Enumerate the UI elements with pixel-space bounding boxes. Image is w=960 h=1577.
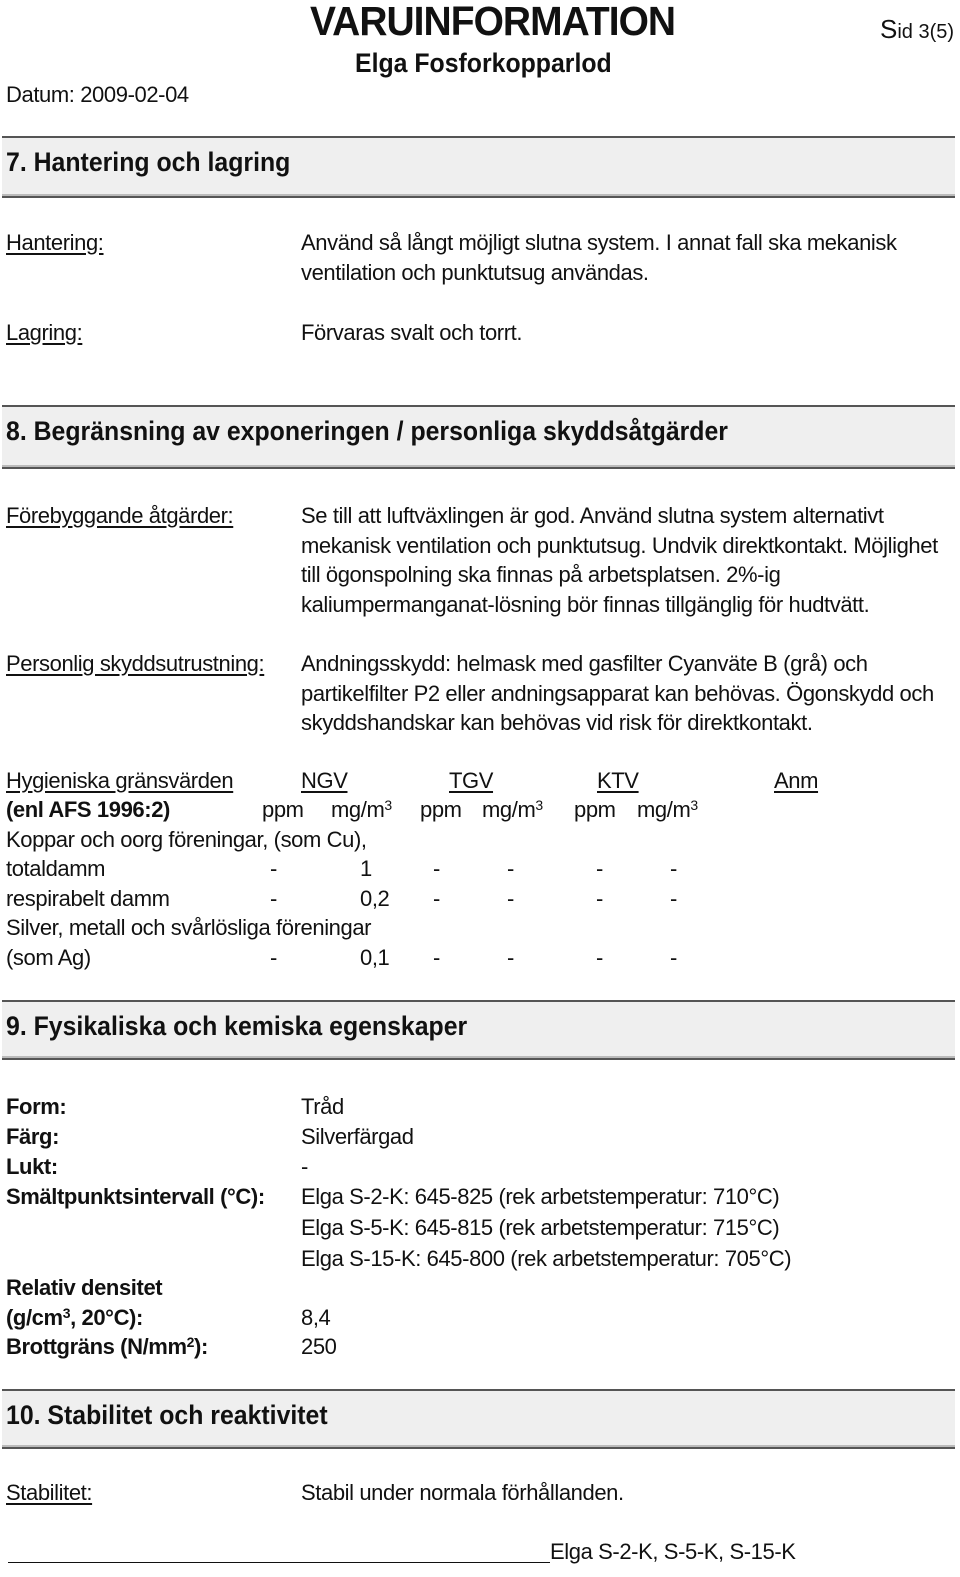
color-value: Silverfärgad xyxy=(301,1124,414,1149)
footer-products: Elga S-2-K, S-5-K, S-15-K xyxy=(550,1539,796,1564)
product-name: Elga Fosforkopparlod xyxy=(355,48,612,78)
density-temp-text: , 20°C): xyxy=(70,1305,143,1330)
cell: 1 xyxy=(360,856,372,881)
prevent-label: Förebyggande åtgärder: xyxy=(6,503,234,528)
unit-mg-ngv-text: mg/m xyxy=(331,797,385,822)
cell: - xyxy=(270,886,277,911)
col-tgv: TGV xyxy=(449,768,494,793)
melting-range-label: Smältpunktsintervall (°C): xyxy=(6,1184,265,1209)
stability-text: Stabil under normala förhållanden. xyxy=(301,1480,624,1505)
row-respirable-dust-label: respirabelt damm xyxy=(6,886,170,911)
cell: - xyxy=(670,886,677,911)
cell: - xyxy=(670,945,677,970)
unit-mg-tgv xyxy=(482,797,543,823)
section-10-header xyxy=(2,1389,955,1449)
stability-label: Stabilitet: xyxy=(6,1480,93,1505)
odor-label: Lukt: xyxy=(6,1154,58,1179)
color-label: Färg: xyxy=(6,1124,60,1149)
ppe-text: Andningsskydd: helmask med gasfilter Cyanväte B (grå) och partikelfilter P2 eller andningsapparat kan behövas. Ögonskydd och skyddshandskar kan behövas vid risk för direktkontakt. xyxy=(301,651,934,735)
unit-mg-ktv-exp: 3 xyxy=(690,797,698,813)
tensile-value: 250 xyxy=(301,1334,337,1359)
unit-ppm-ktv: ppm xyxy=(574,797,616,822)
unit-mg-ktv xyxy=(637,797,698,823)
unit-mg-tgv-text: mg/m xyxy=(482,797,536,822)
form-value: Tråd xyxy=(301,1094,344,1119)
unit-mg-ktv-text: mg/m xyxy=(637,797,691,822)
col-ngv: NGV xyxy=(301,768,348,793)
cell: - xyxy=(433,945,440,970)
storage-label: Lagring: xyxy=(6,320,83,345)
density-label-line2 xyxy=(6,1305,143,1331)
cell: - xyxy=(507,856,514,881)
page-number-rest: id 3(5) xyxy=(897,21,955,43)
tensile-label-text: Brottgräns (N/mm xyxy=(6,1334,187,1359)
page-number xyxy=(880,14,954,45)
tensile-label xyxy=(6,1334,208,1360)
cell: - xyxy=(596,886,603,911)
tensile-label-end: ): xyxy=(194,1334,208,1359)
cell: - xyxy=(507,945,514,970)
odor-value: - xyxy=(301,1154,308,1179)
limits-group-silver: Silver, metall och svårlösliga föreningar xyxy=(6,915,372,940)
density-unit-text: (g/cm xyxy=(6,1305,63,1330)
document-title: VARUINFORMATION xyxy=(310,0,676,44)
cell: - xyxy=(507,886,514,911)
section-10-title: 10. Stabilitet och reaktivitet xyxy=(6,1400,328,1430)
density-label-line1: Relativ densitet xyxy=(6,1275,163,1300)
handling-text: Använd så långt möjligt slutna system. I annat fall ska mekanisk ventilation och punktutsug användas. xyxy=(301,230,897,285)
density-value: 8,4 xyxy=(301,1305,331,1330)
storage-text: Förvaras svalt och torrt. xyxy=(301,320,523,345)
density-unit-exp: 3 xyxy=(62,1305,71,1321)
melting-range-s5k: Elga S-5-K: 645-815 (rek arbetstemperatur: 715°C) xyxy=(301,1215,780,1240)
cell: - xyxy=(270,856,277,881)
cell: - xyxy=(670,856,677,881)
col-anm: Anm xyxy=(774,768,819,793)
section-9-title: 9. Fysikaliska och kemiska egenskaper xyxy=(6,1011,468,1041)
section-8-title: 8. Begränsning av exponeringen / personliga skyddsåtgärder xyxy=(6,416,728,446)
document-date: Datum: 2009-02-04 xyxy=(6,82,189,107)
form-label: Form: xyxy=(6,1094,67,1119)
unit-mg-ngv-exp: 3 xyxy=(384,797,392,813)
cell: - xyxy=(433,856,440,881)
page-number-initial: S xyxy=(880,14,898,44)
section-7-header xyxy=(2,136,955,198)
section-8-header xyxy=(2,405,955,469)
handling-label: Hantering: xyxy=(6,230,104,255)
limits-group-copper: Koppar och oorg föreningar, (som Cu), xyxy=(6,827,367,852)
unit-mg-ngv xyxy=(331,797,392,823)
melting-range-s15k: Elga S-15-K: 645-800 (rek arbetstemperatur: 705°C) xyxy=(301,1246,792,1271)
limits-reference: (enl AFS 1996:2) xyxy=(6,797,170,822)
unit-mg-tgv-exp: 3 xyxy=(535,797,543,813)
cell: 0,1 xyxy=(360,945,390,970)
prevent-text: Se till att luftväxlingen är god. Använd slutna system alternativt mekanisk ventilation och punktutsug. Undvik direktkontakt. Möjlighet till ögonspolning ska finnas på arbetsplatsen. 2%-ig kaliumpermanganat-lösning bör finnas tillgänglig för hudtvätt. xyxy=(301,503,938,617)
row-total-dust-label: totaldamm xyxy=(6,856,106,881)
section-9-header xyxy=(2,1000,955,1060)
row-silver-label: (som Ag) xyxy=(6,945,91,970)
cell: - xyxy=(596,945,603,970)
cell: 0,2 xyxy=(360,886,390,911)
footer-rule xyxy=(8,1562,550,1563)
unit-ppm-ngv: ppm xyxy=(262,797,304,822)
cell: - xyxy=(270,945,277,970)
limits-title: Hygieniska gränsvärden xyxy=(6,768,234,793)
cell: - xyxy=(596,856,603,881)
unit-ppm-tgv: ppm xyxy=(420,797,462,822)
section-7-title: 7. Hantering och lagring xyxy=(6,147,291,177)
cell: - xyxy=(433,886,440,911)
ppe-label: Personlig skyddsutrustning: xyxy=(6,651,265,676)
tensile-unit-exp: 2 xyxy=(186,1334,195,1350)
col-ktv: KTV xyxy=(597,768,639,793)
melting-range-s2k: Elga S-2-K: 645-825 (rek arbetstemperatur: 710°C) xyxy=(301,1184,780,1209)
